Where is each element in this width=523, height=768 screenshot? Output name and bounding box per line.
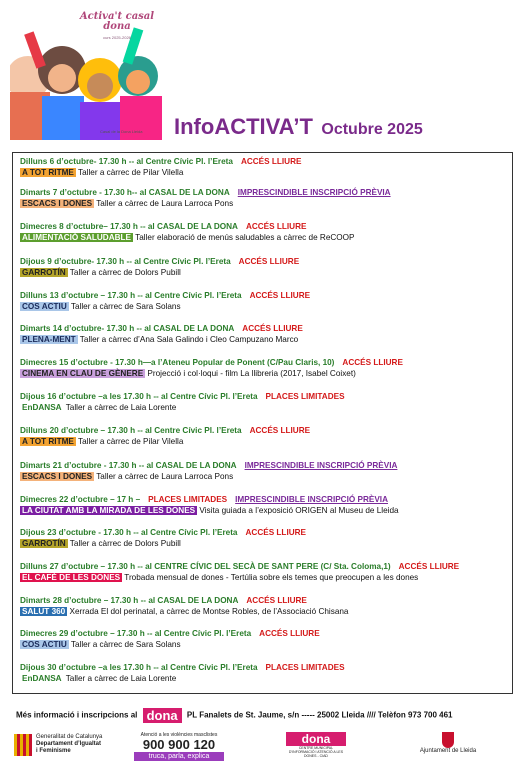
event-date-place: Dilluns 6 d’octubre- 17.30 h -- al Centre Cívic Pl. l’Ereta (20, 157, 233, 166)
event-date-place: Dijous 16 d’octubre –a les 17.30 h -- al Centre Cívic Pl. l’Ereta (20, 392, 258, 401)
event-item (20, 256, 299, 278)
event-description: Taller a càrrec de Dolors Pubill (67, 268, 181, 277)
event-status: ACCÉS LLIURE (238, 257, 300, 266)
event-tag: CINEMA EN CLAU DE GÈNERE (22, 369, 144, 378)
event-item (20, 221, 355, 243)
event-description: Taller a càrrec de Laura Larroca Pons (94, 472, 234, 481)
event-tag: COS ACTIU (22, 640, 67, 649)
event-status: PLACES LIMITADES (265, 392, 345, 401)
event-status: IMPRESCINDIBLE INSCRIPCIÓ PRÈVIA (237, 188, 391, 197)
event-tag: EL CAFÈ DE LES DONES (22, 573, 121, 582)
footer-info-prefix: Més informació i inscripcions al (16, 710, 138, 720)
event-description: Taller a càrrec d’Ana Sala Galindo i Cleo Campuzano Marco (77, 335, 299, 344)
event-item (20, 628, 320, 650)
generalitat-line-2: Departament d’Igualtat (36, 741, 102, 747)
helpline-caption: Atenció a les violències masclistes (140, 732, 218, 738)
event-status: ACCÉS LLIURE (240, 157, 302, 166)
event-tag: SALUT 360 (22, 607, 66, 616)
event-description: Xerrada El dol perinatal, a càrrec de Montse Robles, de l’Associació Chisana (67, 607, 349, 616)
event-tag: A TOT RITME (22, 168, 74, 177)
event-date-place: Dimarts 21 d’octubre - 17.30 h -- al CASAL DE LA DONA (20, 461, 237, 470)
generalitat-line-1: Generalitat de Catalunya (36, 734, 103, 740)
event-description: Taller a càrrec de Sara Solans (68, 640, 181, 649)
event-item (20, 561, 459, 583)
event-description: Taller a càrrec de Pilar Vilella (75, 168, 184, 177)
casal-dona-caption: CENTRE MUNICIPAL D’INFORMACIÓ I ATENCIÓ A LES DONES - CIAD (288, 746, 344, 758)
ajuntament-label: Ajuntament de Lleida (419, 748, 477, 754)
poster-subtitle: curs 2025-2026 (103, 35, 131, 40)
event-item (20, 595, 348, 617)
event-item (20, 460, 397, 482)
event-date-place: Dimarts 28 d’octubre – 17.30 h -- al CASAL DE LA DONA (20, 596, 239, 605)
event-status: ACCÉS LLIURE (342, 358, 403, 367)
casal-dona-logo (286, 732, 346, 758)
event-status: ACCÉS LLIURE (245, 528, 306, 537)
event-item (20, 662, 345, 684)
event-description: Trobada mensual de dones - Tertúlia sobre els temes que preocupen a les dones (122, 573, 419, 582)
senyera-icon (14, 734, 32, 756)
event-item (20, 187, 391, 209)
event-description: Taller a càrrec de Laura Larroca Pons (94, 199, 234, 208)
helpline-tagline: truca, parla, explica (134, 752, 224, 761)
event-status: PLACES LIMITADES (265, 663, 345, 672)
event-date-place: Dilluns 13 d’octubre – 17.30 h -- al Centre Cívic Pl. l’Ereta (20, 291, 242, 300)
event-date-place: Dimarts 14 d’octubre- 17.30 h -- al CASAL DE LA DONA (20, 324, 235, 333)
event-date-place: Dimecres 22 d’octubre – 17 h – (20, 495, 141, 504)
event-description: Taller a càrrec de Sara Solans (68, 302, 181, 311)
event-item (20, 290, 310, 312)
event-status: ACCÉS LLIURE (242, 324, 303, 333)
poster-title: Activa't casal dona (79, 11, 155, 32)
page-title (174, 114, 423, 140)
event-tag: ESCACS I DONES (22, 199, 93, 208)
event-status-secondary: IMPRESCINDIBLE INSCRIPCIÓ PRÈVIA (235, 495, 388, 504)
event-item (20, 357, 403, 379)
event-item (20, 323, 303, 345)
event-description: Projecció i col·loqui - film La llibreria (2017, Isabel Coixet) (145, 369, 356, 378)
event-status: ACCÉS LLIURE (246, 596, 307, 605)
event-tag: ESCACS I DONES (22, 472, 93, 481)
event-tag: EnDANSA (22, 403, 62, 412)
event-tag: COS ACTIU (22, 302, 67, 311)
event-tag: GARROTÍN (22, 268, 66, 277)
generalitat-line-3: i Feminisme (36, 748, 71, 754)
event-tag: EnDANSA (22, 674, 62, 683)
event-date-place: Dimecres 29 d’octubre – 17.30 h -- al Centre Cívic Pl. l’Ereta (20, 629, 252, 638)
event-description: Taller a càrrec de Laia Lorente (63, 674, 177, 683)
event-tag: A TOT RITME (22, 437, 74, 446)
event-date-place: Dimecres 15 d’octubre - 17.30 h—a l’Ateneu Popular de Ponent (C/Pau Claris, 10) (20, 358, 335, 367)
poster-footer: Casal de la Dona Lleida (100, 129, 143, 134)
footer-info (16, 708, 453, 723)
event-status: ACCÉS LLIURE (249, 291, 311, 300)
event-item (20, 527, 306, 549)
event-description: Visita guiada a l’exposició ORIGEN al Museu de Lleida (197, 506, 399, 515)
event-description: Taller a càrrec de Pilar Vilella (75, 437, 184, 446)
ajuntament-logo (408, 732, 488, 754)
event-date-place: Dijous 30 d’octubre –a les 17.30 h -- al Centre Cívic Pl. l’Ereta (20, 663, 258, 672)
event-date-place: Dijous 23 d’octubre - 17.30 h -- al Centre Cívic Pl. l’Ereta (20, 528, 238, 537)
event-date-place: Dilluns 20 d’octubre – 17.30 h -- al Centre Cívic Pl. l’Ereta (20, 426, 242, 435)
page-title-month: Octubre 2025 (321, 121, 423, 138)
page-title-main: InfoACTIVA’T (174, 114, 313, 139)
event-status: ACCÉS LLIURE (249, 426, 311, 435)
event-item (20, 391, 345, 413)
event-description: Taller a càrrec de Laia Lorente (63, 403, 177, 412)
footer-info-suffix: PL Fanalets de St. Jaume, s/n ----- 25002 Lleida //// Telèfon 973 700 461 (186, 710, 453, 720)
event-description: Taller elaboració de menús saludables a càrrec de ReCOOP (133, 233, 355, 242)
event-date-place: Dijous 9 d’octubre- 17.30 h -- al Centre Cívic Pl. l’Ereta (20, 257, 231, 266)
event-status: ACCÉS LLIURE (259, 629, 320, 638)
event-tag: ALIMENTACIÓ SALUDABLE (22, 233, 132, 242)
event-status: PLACES LIMITADES (148, 495, 228, 504)
event-tag: GARROTÍN (22, 539, 66, 548)
event-date-place: Dimarts 7 d’octubre - 17.30 h-- al CASAL DE LA DONA (20, 188, 230, 197)
event-tag: LA CIUTAT AMB LA MIRADA DE LES DONES (22, 506, 196, 515)
event-item (20, 156, 301, 178)
helpline-number: 900 900 120 (142, 737, 216, 752)
helpline-logo (134, 732, 224, 761)
event-item (20, 425, 310, 447)
event-status: IMPRESCINDIBLE INSCRIPCIÓ PRÈVIA (244, 461, 398, 470)
event-item (20, 494, 399, 516)
casal-dona-box: dona (286, 732, 346, 746)
event-tag: PLENA-MENT (22, 335, 76, 344)
event-status: ACCÉS LLIURE (245, 222, 307, 231)
event-date-place: Dimecres 8 d’octubre– 17.30 h -- al CASAL DE LA DONA (20, 222, 238, 231)
event-status: ACCÉS LLIURE (398, 562, 460, 571)
lleida-shield-icon (442, 732, 454, 748)
event-description: Taller a càrrec de Dolors Pubill (67, 539, 181, 548)
casal-logo: dona (143, 708, 182, 723)
event-date-place: Dilluns 27 d’octubre – 17.30 h -- al CENTRE CÍVIC DEL SECÀ DE SANT PERE (C/ Sta. Coloma,1) (20, 562, 391, 571)
poster-illustration (10, 8, 162, 140)
